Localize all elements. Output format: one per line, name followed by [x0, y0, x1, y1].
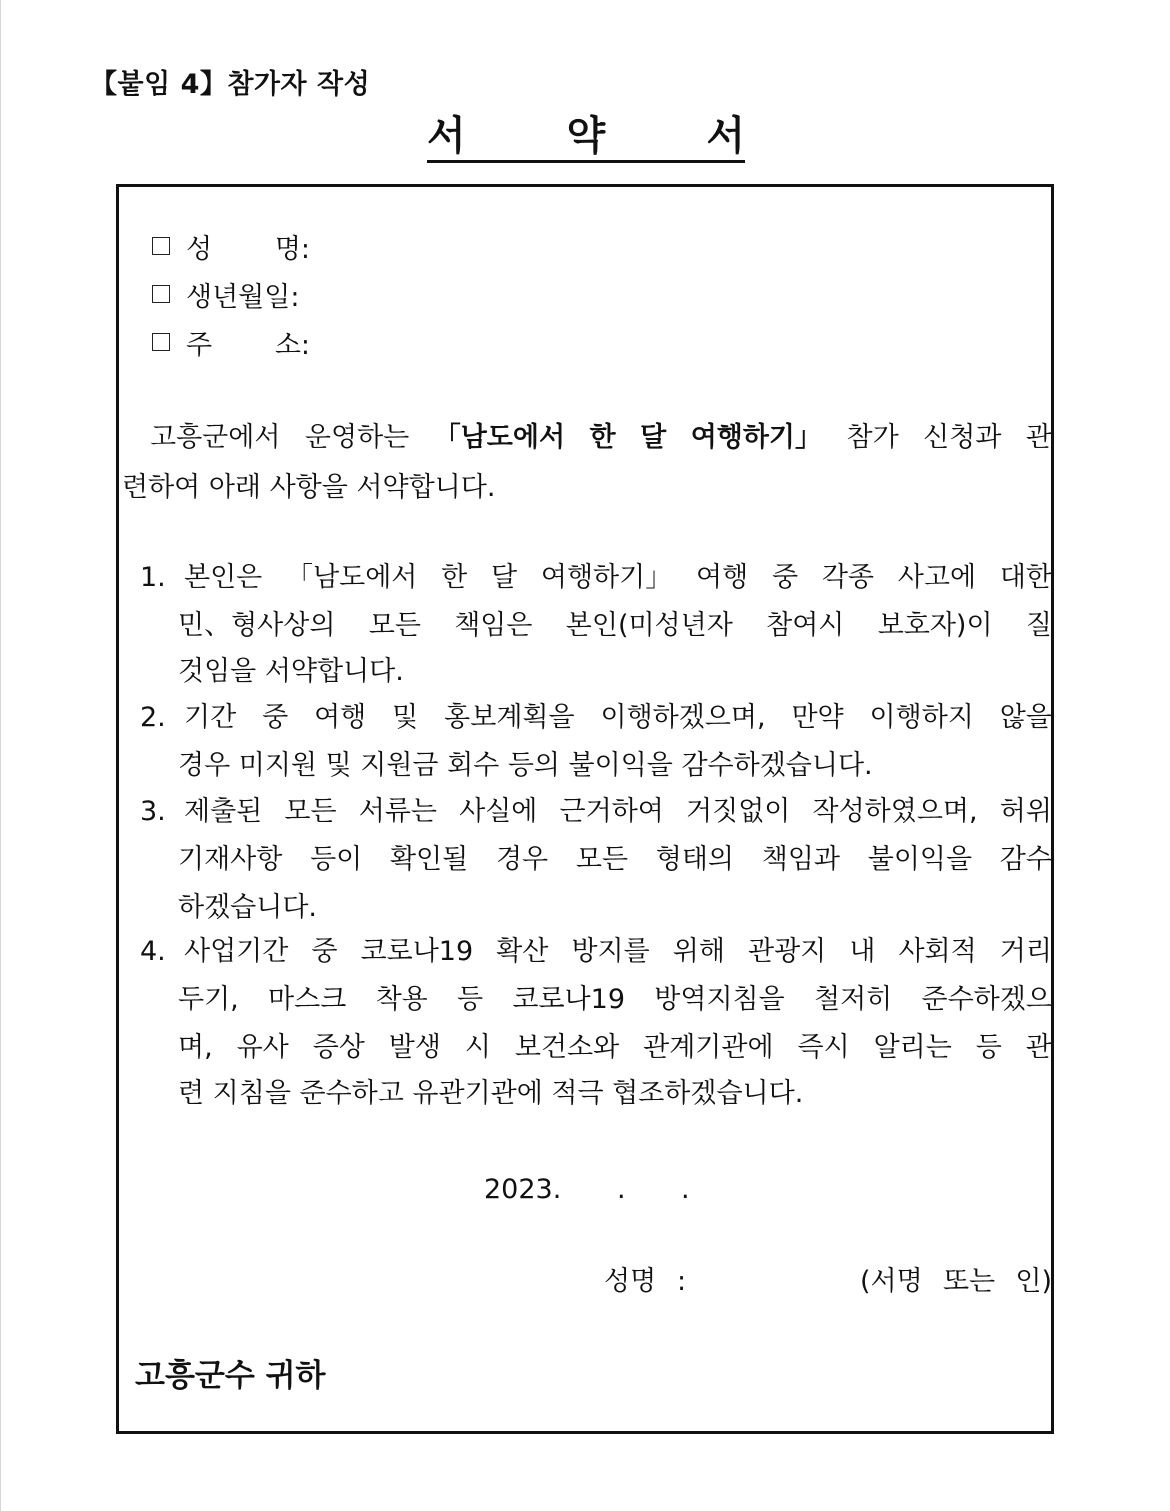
item-3-line-1: 제출된 모든 서류는 사실에 근거하여 거짓없이 작성하였으며, 허위: [184, 796, 1052, 827]
attachment-label: 【붙임 4】참가자 작성: [90, 69, 371, 100]
birthdate-field[interactable]: [152, 276, 310, 312]
item-4-line-1: 사업기간 중 코로나19 확산 방지를 위해 관광지 내 사회적 거리: [184, 936, 1052, 967]
address-field[interactable]: [152, 324, 310, 360]
item-3-line-2: 기재사항 등이 확인될 경우 모든 형태의 책임과 불이익을 감수: [178, 844, 1052, 875]
item-2-line-2: 경우 미지원 및 지원금 회수 등의 불이익을 감수하겠습니다.: [178, 750, 873, 781]
item-number: 4.: [140, 936, 166, 967]
intro-line-1: 고흥군에서 운영하는 「남도에서 한 달 여행하기」 참가 신청과 관: [150, 422, 1052, 453]
item-3-line-3: 하겠습니다.: [178, 892, 317, 923]
recipient: 고흥군수 귀하: [135, 1358, 326, 1394]
item-4-line-2: 두기, 마스크 착용 등 코로나19 방역지침을 철저히 준수하겠으: [178, 984, 1052, 1015]
item-4-line-3: 며, 유사 증상 발생 시 보건소와 관계기관에 즉시 알리는 등 관: [178, 1032, 1052, 1063]
item-number: 2.: [140, 702, 166, 733]
field-label: 주 소:: [186, 329, 310, 361]
name-field[interactable]: [152, 228, 310, 264]
checkbox-icon: [152, 237, 170, 255]
item-number: 3.: [140, 796, 166, 827]
item-4-line-4: 련 지침을 준수하고 유관기관에 적극 협조하겠습니다.: [178, 1078, 804, 1109]
title-char: 서: [427, 113, 466, 159]
item-1-line-1: 본인은 「남도에서 한 달 여행하기」 여행 중 각종 사고에 대한: [184, 562, 1052, 593]
signature-colon: :: [677, 1266, 687, 1297]
item-1-line-3: 것임을 서약합니다.: [178, 656, 404, 687]
date-day-dot: .: [681, 1174, 690, 1205]
checkbox-icon: [152, 333, 170, 351]
title-char: 서: [706, 113, 745, 159]
field-label: 생년월일:: [186, 281, 300, 313]
intro-line-2: 련하여 아래 사항을 서약합니다.: [122, 472, 496, 503]
signature-label: 성명: [604, 1266, 657, 1297]
signature-hint: (서명 또는 인): [860, 1266, 1052, 1297]
item-1-line-2: 민、형사상의 모든 책임은 본인(미성년자 참여시 보호자)이 질: [178, 610, 1052, 641]
page-edge: [0, 0, 1, 1511]
date-year: 2023.: [484, 1174, 562, 1205]
item-number: 1.: [140, 562, 166, 593]
field-label: 성 명:: [186, 233, 310, 265]
date-month-dot: .: [617, 1174, 626, 1205]
checkbox-icon: [152, 285, 170, 303]
document-title: [427, 112, 745, 163]
title-char: 약: [566, 113, 606, 159]
item-2-line-1: 기간 중 여행 및 홍보계획을 이행하겠으며, 만약 이행하지 않을: [184, 702, 1052, 733]
